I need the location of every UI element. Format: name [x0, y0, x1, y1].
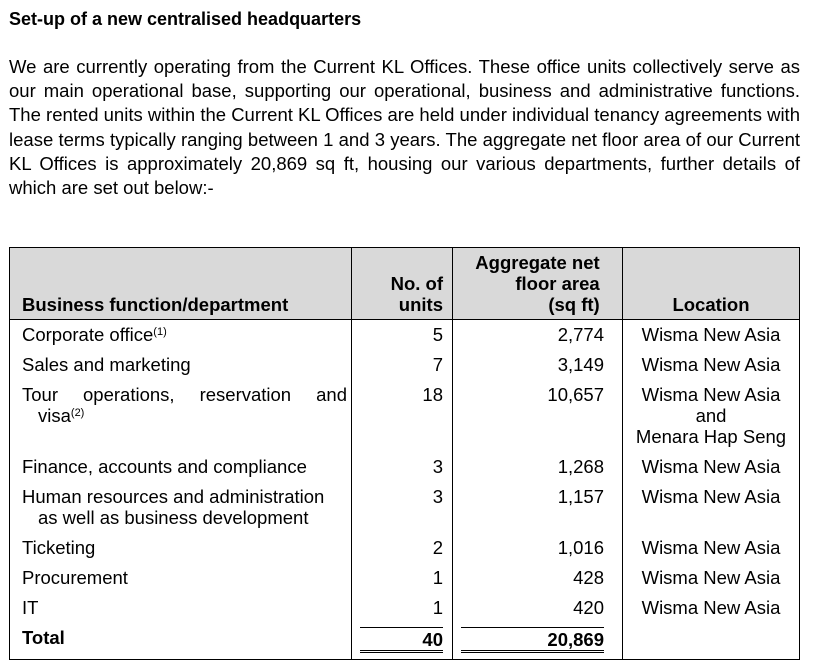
cell-location: Wisma New Asia — [623, 482, 800, 533]
cell-location: Wisma New Asia — [623, 593, 800, 623]
section-title: Set-up of a new centralised headquarters — [9, 9, 362, 29]
cell-location: Wisma New Asia and Menara Hap Seng — [623, 380, 800, 452]
total-units: 40 — [360, 627, 443, 653]
intro-paragraph: We are currently operating from the Current KL Offices. These office units collectively serve as our main operational base, supporting our operational, business and administrative functions. The rented units within the Current KL Offices are held under individual tenancy agreements with lease terms typically ranging between 1 and 3 years. The aggregate net floor area of our Current KL Offices is approximately 20,869 sq ft, housing our various departments, further details of which are set out below:- — [9, 56, 800, 199]
cell-function: Ticketing — [22, 537, 96, 558]
total-row — [10, 623, 800, 660]
table-row — [10, 350, 800, 380]
cell-location: Wisma New Asia — [623, 452, 800, 482]
cell-function: Sales and marketing — [22, 354, 191, 375]
cell-location: Wisma New Asia — [623, 533, 800, 563]
header-no-of-units: No. of units — [352, 248, 453, 320]
cell-area: 1,157 — [453, 482, 623, 533]
table-header-row — [10, 248, 800, 320]
footnote-marker: (1) — [153, 326, 167, 338]
table-row — [10, 320, 800, 351]
cell-function: IT — [22, 597, 39, 618]
table-row — [10, 563, 800, 593]
table-row — [10, 452, 800, 482]
cell-units: 5 — [352, 320, 453, 351]
total-label: Total — [22, 627, 65, 648]
table-row — [10, 380, 800, 452]
cell-area: 3,149 — [453, 350, 623, 380]
cell-area: 2,774 — [453, 320, 623, 351]
cell-units: 3 — [352, 452, 453, 482]
cell-location: Wisma New Asia — [623, 350, 800, 380]
table-row — [10, 533, 800, 563]
table-row — [10, 593, 800, 623]
footnote-marker: (2) — [70, 407, 85, 419]
cell-units: 1 — [352, 563, 453, 593]
departments-table — [9, 247, 800, 660]
cell-units: 18 — [352, 380, 453, 452]
cell-function: Human resources and administration as well as business development — [22, 486, 325, 528]
cell-function: Finance, accounts and compliance — [22, 456, 307, 477]
header-location: Location — [623, 248, 800, 320]
cell-area: 1,268 — [453, 452, 623, 482]
cell-area: 1,016 — [453, 533, 623, 563]
cell-units: 3 — [352, 482, 453, 533]
cell-location: Wisma New Asia — [623, 320, 800, 351]
cell-area: 420 — [453, 593, 623, 623]
cell-function: Procurement — [22, 567, 128, 588]
cell-units: 2 — [352, 533, 453, 563]
cell-function: Corporate office$^{(1)}$ — [22, 324, 167, 345]
table-row — [10, 482, 800, 533]
cell-area: 10,657 — [453, 380, 623, 452]
cell-units: 7 — [352, 350, 453, 380]
cell-area: 428 — [453, 563, 623, 593]
total-location-empty — [623, 623, 800, 660]
header-business-function: Business function/department — [10, 248, 352, 320]
header-aggregate-floor-area: Aggregate net floor area (sq ft) — [453, 248, 623, 320]
cell-location: Wisma New Asia — [623, 563, 800, 593]
cell-function: Tour operations, reservation and visa$^{(2)}$ — [22, 384, 347, 426]
cell-units: 1 — [352, 593, 453, 623]
total-area: 20,869 — [461, 627, 604, 653]
